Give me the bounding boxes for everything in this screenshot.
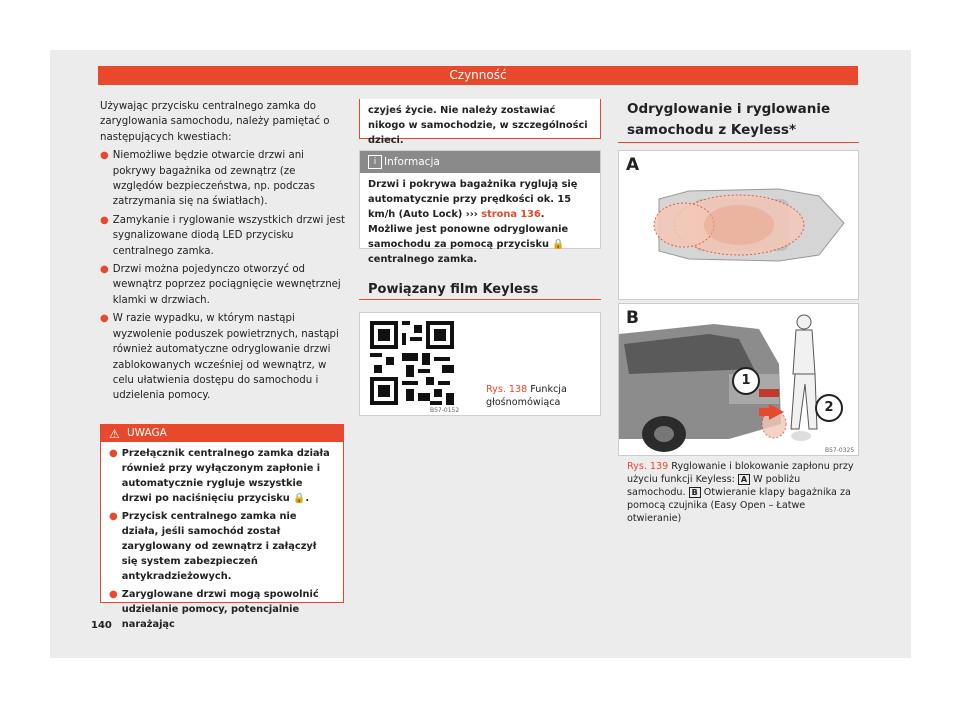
bullet-icon: ● [109, 589, 118, 600]
bullet-icon: ● [100, 214, 109, 226]
callout-number: 2 [815, 394, 843, 422]
page-number: 140 [91, 620, 112, 631]
bullet-icon: ● [100, 264, 109, 276]
info-box [359, 150, 601, 265]
video-figure [359, 312, 601, 416]
list-item: ● Zaryglowane drzwi mogą spowolnić udzielanie pomocy, potencjalnie narażając [109, 589, 319, 630]
figure-a-car-top-view [618, 150, 859, 300]
column-1 [100, 99, 345, 407]
list-item: ● Niemożliwe będzie otwarcie drzwi ani pokrywy bagażnika od zewnątrz (ze względów bezpieczeństwa, np. podczas zatrzymania się na światłach). [100, 148, 345, 210]
bullet-icon: ● [109, 511, 118, 522]
bullet-icon: ● [109, 448, 118, 459]
figure-caption: Rys. 139 Ryglowanie i blokowanie zapłonu przy użyciu funkcji Keyless: A W pobliżu samochodu. B Otwieranie klapy bagażnika za pomocą czujnika (Easy Open – Łatwe otwieranie) [627, 461, 854, 524]
list-item: ● Przycisk centralnego zamka nie działa, jeśli samochód został zaryglowany od zewnątrz i załączył się system zabezpieczeń antykradzieżowych. [109, 511, 317, 582]
divider [618, 142, 859, 143]
figure-caption: Rys. 138 Funkcja głośnomówiąca [486, 384, 567, 408]
list-item: ● Przełącznik centralnego zamka działa również przy wyłączonym zapłonie i automatycznie rygluje wszystkie drzwi po naciśnięciu przycisku 🔒. [109, 448, 330, 504]
info-header: i Informacja [360, 151, 600, 173]
bullet-icon: ● [100, 150, 109, 162]
warning-continuation: czyjeś życie. Nie należy zostawiać nikogo w samochodzie, w szczególności dzieci. [359, 99, 601, 139]
car-top-view-illustration [619, 151, 859, 300]
warning-header: ⚠ UWAGA [101, 425, 343, 442]
figure-letter: A [626, 155, 640, 175]
qr-code-icon[interactable] [370, 321, 454, 405]
page-link[interactable]: strona 136 [481, 209, 541, 220]
info-body: Drzwi i pokrywa bagażnika ryglują się automatycznie przy prędkości ok. 15 km/h (Auto Lock) ››› strona 136. Możliwe jest ponowne odryglowanie samochodu za pomocą przycisku 🔒 centralnego zamka. [368, 179, 578, 265]
intro-paragraph: Używając przycisku centralnego zamka do zaryglowania samochodu, należy pamiętać o następujących kwestiach: [100, 101, 330, 143]
bullet-icon: ● [100, 313, 109, 325]
figure-letter: B [626, 308, 639, 328]
list-item: ● Zamykanie i ryglowanie wszystkich drzwi jest sygnalizowane diodą LED przycisku centralnego zamka. [100, 213, 345, 259]
list-item: ● Drzwi można pojedynczo otworzyć od wewnątrz poprzez pociągnięcie wewnętrznej klamki w drzwiach. [100, 262, 345, 308]
chapter-header: Czynność [98, 66, 858, 85]
callout-number: 1 [732, 367, 760, 395]
warning-body [101, 442, 343, 632]
section-title: Odryglowanie i ryglowanie samochodu z Keyless* [627, 101, 831, 138]
divider [359, 299, 601, 300]
list-item: ● W razie wypadku, w którym nastąpi wyzwolenie poduszek powietrznych, nastąpi również automatyczne odryglowanie drzwi zablokowanych wcześniej od wewnątrz, w celu ułatwienia dostępu do samochodu i udzielenia pomocy. [100, 311, 345, 403]
info-icon: i [368, 155, 382, 169]
video-section-title: Powiązany film Keyless [368, 282, 539, 297]
figure-code: B57-0152 [430, 407, 460, 414]
figure-b-easy-open [618, 303, 859, 456]
figure-code: B57-0325 [825, 447, 855, 454]
warning-triangle-icon: ⚠ [109, 427, 120, 441]
